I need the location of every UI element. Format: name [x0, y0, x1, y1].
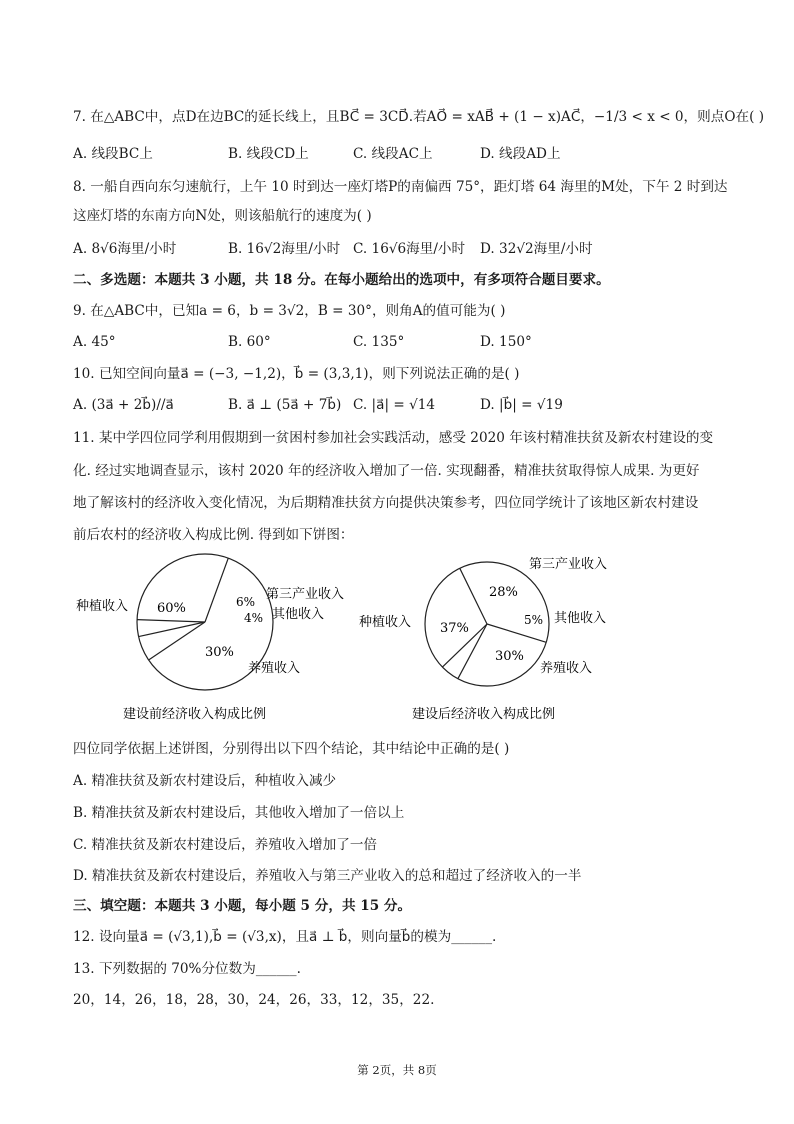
- pie-before-label-planting: 种植收入: [76, 599, 129, 614]
- q10-option-d: D. |b⃗| = √19: [480, 397, 563, 413]
- q13-stem: 13. 下列数据的 70%分位数为______.: [73, 961, 301, 977]
- q11-option-c: C. 精准扶贫及新农村建设后，养殖收入增加了一倍: [73, 837, 378, 853]
- pie-after-boundary-0: [460, 568, 487, 624]
- q10-option-a: A. (3a⃗ + 2b⃗)//a⃗: [73, 397, 174, 413]
- q8-option-c: C. 16√6海里/小时: [353, 241, 466, 257]
- q11-stem-line4: 前后农村的经济收入构成比例. 得到如下饼图：: [73, 527, 354, 543]
- q11-option-a: A. 精准扶贫及新农村建设后，种植收入减少: [73, 773, 337, 789]
- q8-option-d: D. 32√2海里/小时: [480, 241, 593, 257]
- q11-question: 四位同学依据上述饼图，分别得出以下四个结论，其中结论中正确的是( ): [73, 741, 510, 757]
- pie-after-pct-planting: 37%: [440, 621, 469, 636]
- q11-stem-line1: 11. 某中学四位同学利用假期到一贫困村参加社会实践活动，感受 2020 年该村精准扶贫及新农村建设的变: [73, 430, 714, 446]
- pie-after-label-breeding: 养殖收入: [540, 661, 593, 676]
- pie-before-boundary-3: [137, 620, 205, 622]
- pie-after-label-planting: 种植收入: [359, 615, 412, 630]
- pie-after-title: 建设后经济收入构成比例: [412, 707, 556, 722]
- pie-after-label-other: 其他收入: [554, 611, 607, 626]
- pie-before-label-tertiary: 第三产业收入: [266, 587, 345, 602]
- q7-option-d: D. 线段AD上: [480, 146, 561, 162]
- q10-option-c: C. |a⃗| = √14: [353, 397, 436, 413]
- pie-before-label-other: 其他收入: [272, 607, 325, 622]
- pie-charts-svg: [70, 548, 690, 738]
- q8-option-b: B. 16√2海里/小时: [228, 241, 341, 257]
- q8-option-a: A. 8√6海里/小时: [73, 241, 177, 257]
- pie-before-pct-planting: 60%: [157, 601, 186, 616]
- q9-option-d: D. 150°: [480, 334, 532, 350]
- q7-option-b: B. 线段CD上: [228, 146, 309, 162]
- q11-option-b: B. 精准扶贫及新农村建设后，其他收入增加了一倍以上: [73, 805, 405, 821]
- pie-before-pct-other: 4%: [244, 611, 264, 625]
- q9-option-c: C. 135°: [353, 334, 405, 350]
- q7-option-c: C. 线段AC上: [353, 146, 433, 162]
- q11-stem-line3: 地了解该村的经济收入变化情况，为后期精准扶贫方向提供决策参考，四位同学统计了该地区新农村建设: [73, 495, 699, 511]
- pie-before-boundary-0: [205, 558, 228, 622]
- q7-option-a: A. 线段BC上: [73, 146, 153, 162]
- q9-option-a: A. 45°: [73, 334, 116, 350]
- pie-after: [359, 556, 607, 722]
- q12-stem: 12. 设向量a⃗ = (√3,1),b⃗ = (√3,x)，且a⃗ ⊥ b⃗，则向量b⃗的模为______.: [73, 929, 497, 945]
- q10-option-b: B. a⃗ ⊥ (5a⃗ + 7b⃗): [228, 397, 342, 413]
- section-fill-blank-heading: 三、填空题：本题共 3 小题，每小题 5 分，共 15 分。: [73, 898, 412, 914]
- q9-option-b: B. 60°: [228, 334, 271, 350]
- page-footer: 第 2页，共 8页: [357, 1063, 437, 1077]
- q11-option-d: D. 精准扶贫及新农村建设后，养殖收入与第三产业收入的总和超过了经济收入的一半: [73, 868, 582, 884]
- q11-stem-line2: 化. 经过实地调查显示，该村 2020 年的经济收入增加了一倍. 实现翻番，精准扶贫取得惊人成果. 为更好: [73, 463, 700, 479]
- q8-stem-line2: 这座灯塔的东南方向N处，则该船航行的速度为( ): [73, 208, 372, 224]
- pie-after-pct-breeding: 30%: [495, 649, 524, 664]
- pie-after-pct-other: 5%: [524, 613, 544, 627]
- q9-stem: 9. 在△ABC中，已知a = 6，b = 3√2，B = 30°，则角A的值可能为( ): [73, 303, 506, 319]
- pie-after-pct-tertiary: 28%: [489, 585, 518, 600]
- pie-after-label-tertiary: 第三产业收入: [529, 557, 608, 572]
- q7-stem: 7. 在△ABC中，点D在边BC的延长线上，且BC⃗ = 3CD⃗.若AO⃗ = xAB⃗ + (1 − x)AC⃗，−1/3 < x < 0，则点O在( ): [73, 109, 765, 125]
- pie-before-pct-breeding: 30%: [205, 645, 234, 660]
- pie-before-label-breeding: 养殖收入: [248, 661, 301, 676]
- pie-before-title: 建设前经济收入构成比例: [123, 707, 267, 722]
- pie-before-pct-tertiary: 6%: [236, 595, 256, 609]
- q13-data: 20，14，26，18，28，30，24，26，33，12，35，22.: [73, 992, 435, 1008]
- q10-stem: 10. 已知空间向量a⃗ = (−3, −1,2)，b⃗ = (3,3,1)，则下列说法正确的是( ): [73, 366, 520, 382]
- q8-stem-line1: 8. 一船自西向东匀速航行，上午 10 时到达一座灯塔P的南偏西 75°，距灯塔 64 海里的M处，下午 2 时到达: [73, 179, 728, 195]
- pie-before: [76, 554, 344, 722]
- section-multiple-choice-heading: 二、多选题：本题共 3 小题，共 18 分。在每小题给出的选项中，有多项符合题目要求。: [73, 272, 610, 288]
- pie-charts-figure: [70, 548, 690, 738]
